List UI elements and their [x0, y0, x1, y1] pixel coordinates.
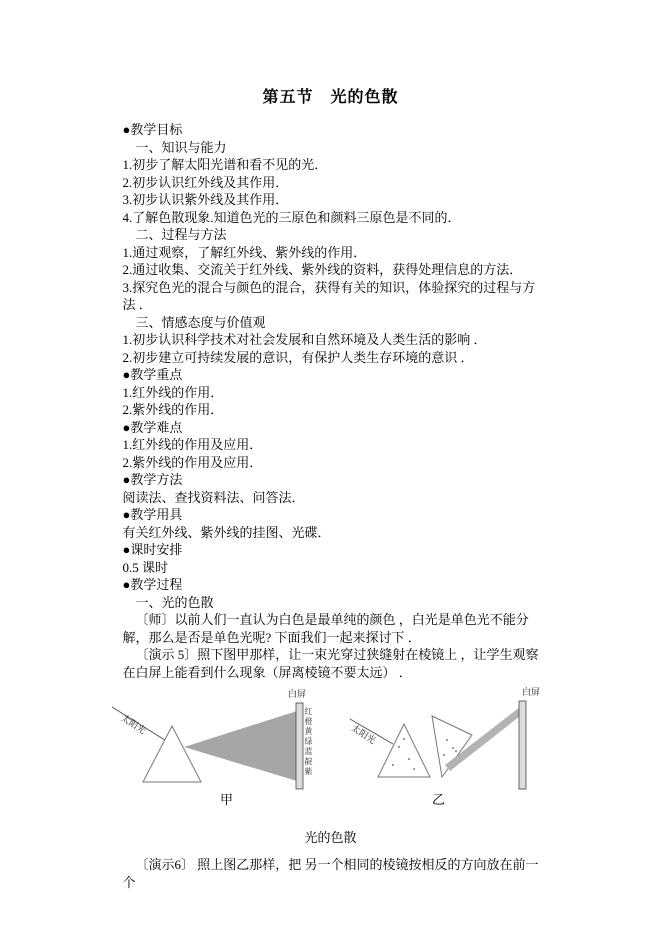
left-sunlight-label: 太阳光	[119, 712, 148, 736]
doc-line: ●教学用具	[122, 507, 183, 522]
doc-line: 1.红外线的作用及应用．	[122, 437, 263, 452]
doc-line: 2.紫外线的作用及应用．	[122, 454, 263, 470]
dispersion-figure	[0, 685, 661, 817]
doc-line: 1.通过观察，了解红外线、紫外线的作用．	[122, 244, 367, 260]
page-title: 第五节 光的色散	[262, 89, 399, 106]
doc-line: ●教学难点	[122, 419, 183, 435]
diagram-yi-label: 乙	[432, 792, 446, 807]
diagram-jia-label: 甲	[220, 792, 234, 807]
right-prism-1	[378, 724, 430, 777]
doc-paragraph: 〔演示 5〕照下图甲那样，让一束光穿过狭缝射在棱镜上 ，让学生观察在白屏上能看到什么现象（屏离棱镜不要太远） ．	[122, 647, 539, 680]
doc-line: 一、光的色散	[135, 594, 214, 610]
doc-paragraph: 〔师〕以前人们一直认为白色是最单纯的颜色 ，白光是单色光不能分解，那么是否是单色光呢? 下面我们一起来探讨下 ．	[122, 612, 529, 645]
dispersion-diagram-svg	[0, 685, 661, 817]
right-sunlight-label: 太阳光	[349, 722, 378, 746]
figure-caption: 光的色散	[304, 830, 357, 845]
doc-line: 1.红外线的作用．	[122, 384, 224, 400]
doc-paragraph: 〔演示6〕 照上图乙那样，把 另一个相同的棱镜按相反的方向放在前一个	[122, 857, 539, 890]
doc-line: 3.探究色光的混合与颜色的混合，获得有关的知识，体验探究的过程与方法 ．	[122, 279, 536, 312]
doc-line: ●教学重点	[122, 367, 183, 382]
left-screen-label: 白屏	[288, 689, 307, 699]
spectrum-colors-label: 红橙黄绿蓝靛紫	[304, 707, 313, 777]
doc-line: 1.初步了解太阳光谱和看不见的光．	[122, 157, 328, 172]
left-white-screen	[296, 703, 303, 789]
left-dispersed-beam	[184, 711, 297, 781]
right-white-screen	[519, 701, 526, 789]
doc-line: 一、知识与能力	[135, 139, 227, 155]
doc-line: ●教学目标	[122, 122, 183, 137]
doc-line: 1.初步认识科学技术对社会发展和自然环境及人类生活的影响 ．	[122, 332, 487, 347]
doc-line: 阅读法、查找资料法、问答法．	[122, 489, 305, 505]
doc-line: 3.初步认识紫外线及其作用．	[122, 192, 289, 207]
doc-line: 2.紫外线的作用．	[122, 402, 224, 417]
document-body	[123, 121, 539, 681]
doc-line: 二、过程与方法	[135, 227, 227, 242]
doc-line: 2.初步认识红外线及其作用．	[122, 174, 289, 190]
doc-line: 三、情感态度与价值观	[135, 314, 266, 330]
closing-paragraph-block	[123, 856, 539, 891]
doc-line: 4.了解色散现象.知道色光的三原色和颜料三原色是不同的．	[122, 209, 461, 225]
doc-line: 2.通过收集、交流关于红外线、紫外线的资料，获得处理信息的方法．	[122, 262, 523, 277]
doc-line: ●教学过程	[122, 577, 183, 592]
doc-line: ●课时安排	[122, 542, 183, 557]
doc-line: 0.5 课时	[122, 559, 169, 575]
right-screen-label: 白屏	[522, 687, 541, 697]
left-prism	[143, 726, 201, 782]
doc-line: 2.初步建立可持续发展的意识，有保护人类生存环境的意识 ．	[122, 349, 474, 365]
doc-line: ●教学方法	[122, 472, 183, 487]
doc-line: 有关红外线、紫外线的挂图、光碟．	[122, 524, 331, 540]
